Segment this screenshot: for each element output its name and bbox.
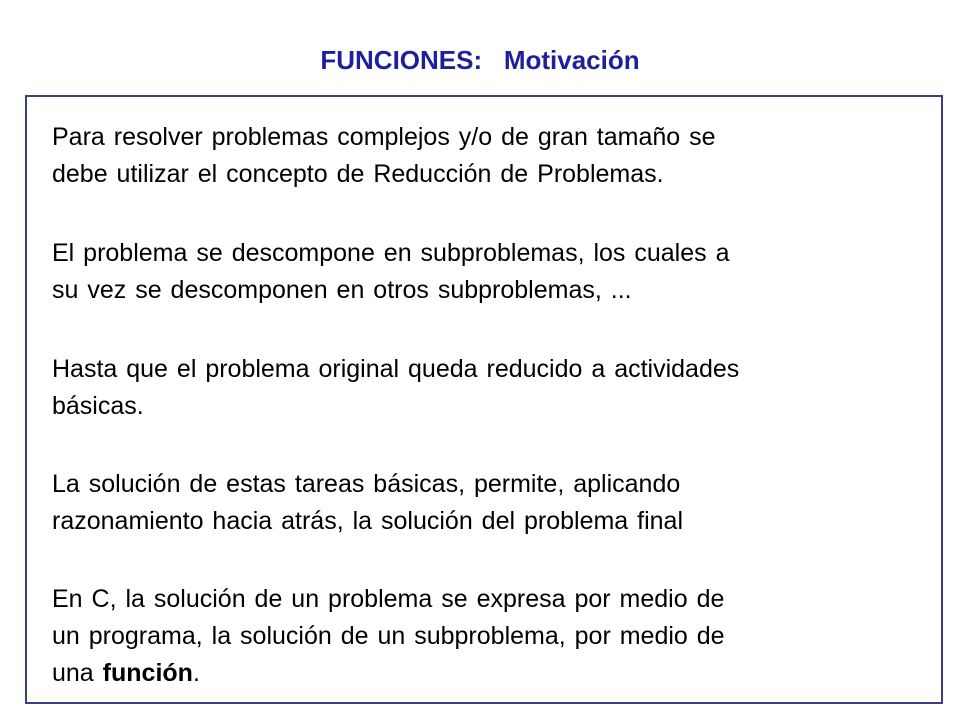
slide-title: FUNCIONES: Motivación [320, 45, 640, 75]
text-line: Para resolver problemas complejos y/o de gran tamaño se [52, 123, 716, 151]
last-line-prefix: una [52, 659, 103, 687]
bold-keyword-funcion: función [102, 659, 193, 687]
text-line: El problema se descompone en subproblemas, los cuales a [52, 239, 730, 267]
text-line: básicas. [52, 392, 144, 420]
paragraph-c-functions [52, 581, 902, 692]
paragraph-reduction [52, 119, 902, 193]
text-line: La solución de estas tareas básicas, permite, aplicando [52, 470, 681, 498]
paragraph-basic-activities [52, 351, 902, 425]
paragraph-backward-reasoning [52, 466, 902, 540]
text-line: debe utilizar el concepto de Reducción de Problemas. [52, 160, 664, 188]
text-line: un programa, la solución de un subproblema, por medio de [52, 622, 725, 650]
text-line: Hasta que el problema original queda reducido a actividades [52, 355, 740, 383]
text-line: En C, la solución de un problema se expresa por medio de [52, 585, 725, 613]
paragraph-decomposition [52, 235, 902, 309]
last-line-suffix: . [192, 659, 200, 687]
content-box [25, 95, 943, 704]
text-line: su vez se descomponen en otros subproblemas, ... [52, 276, 632, 304]
text-line: razonamiento hacia atrás, la solución del problema final [52, 507, 684, 535]
text-line-last [52, 655, 902, 692]
